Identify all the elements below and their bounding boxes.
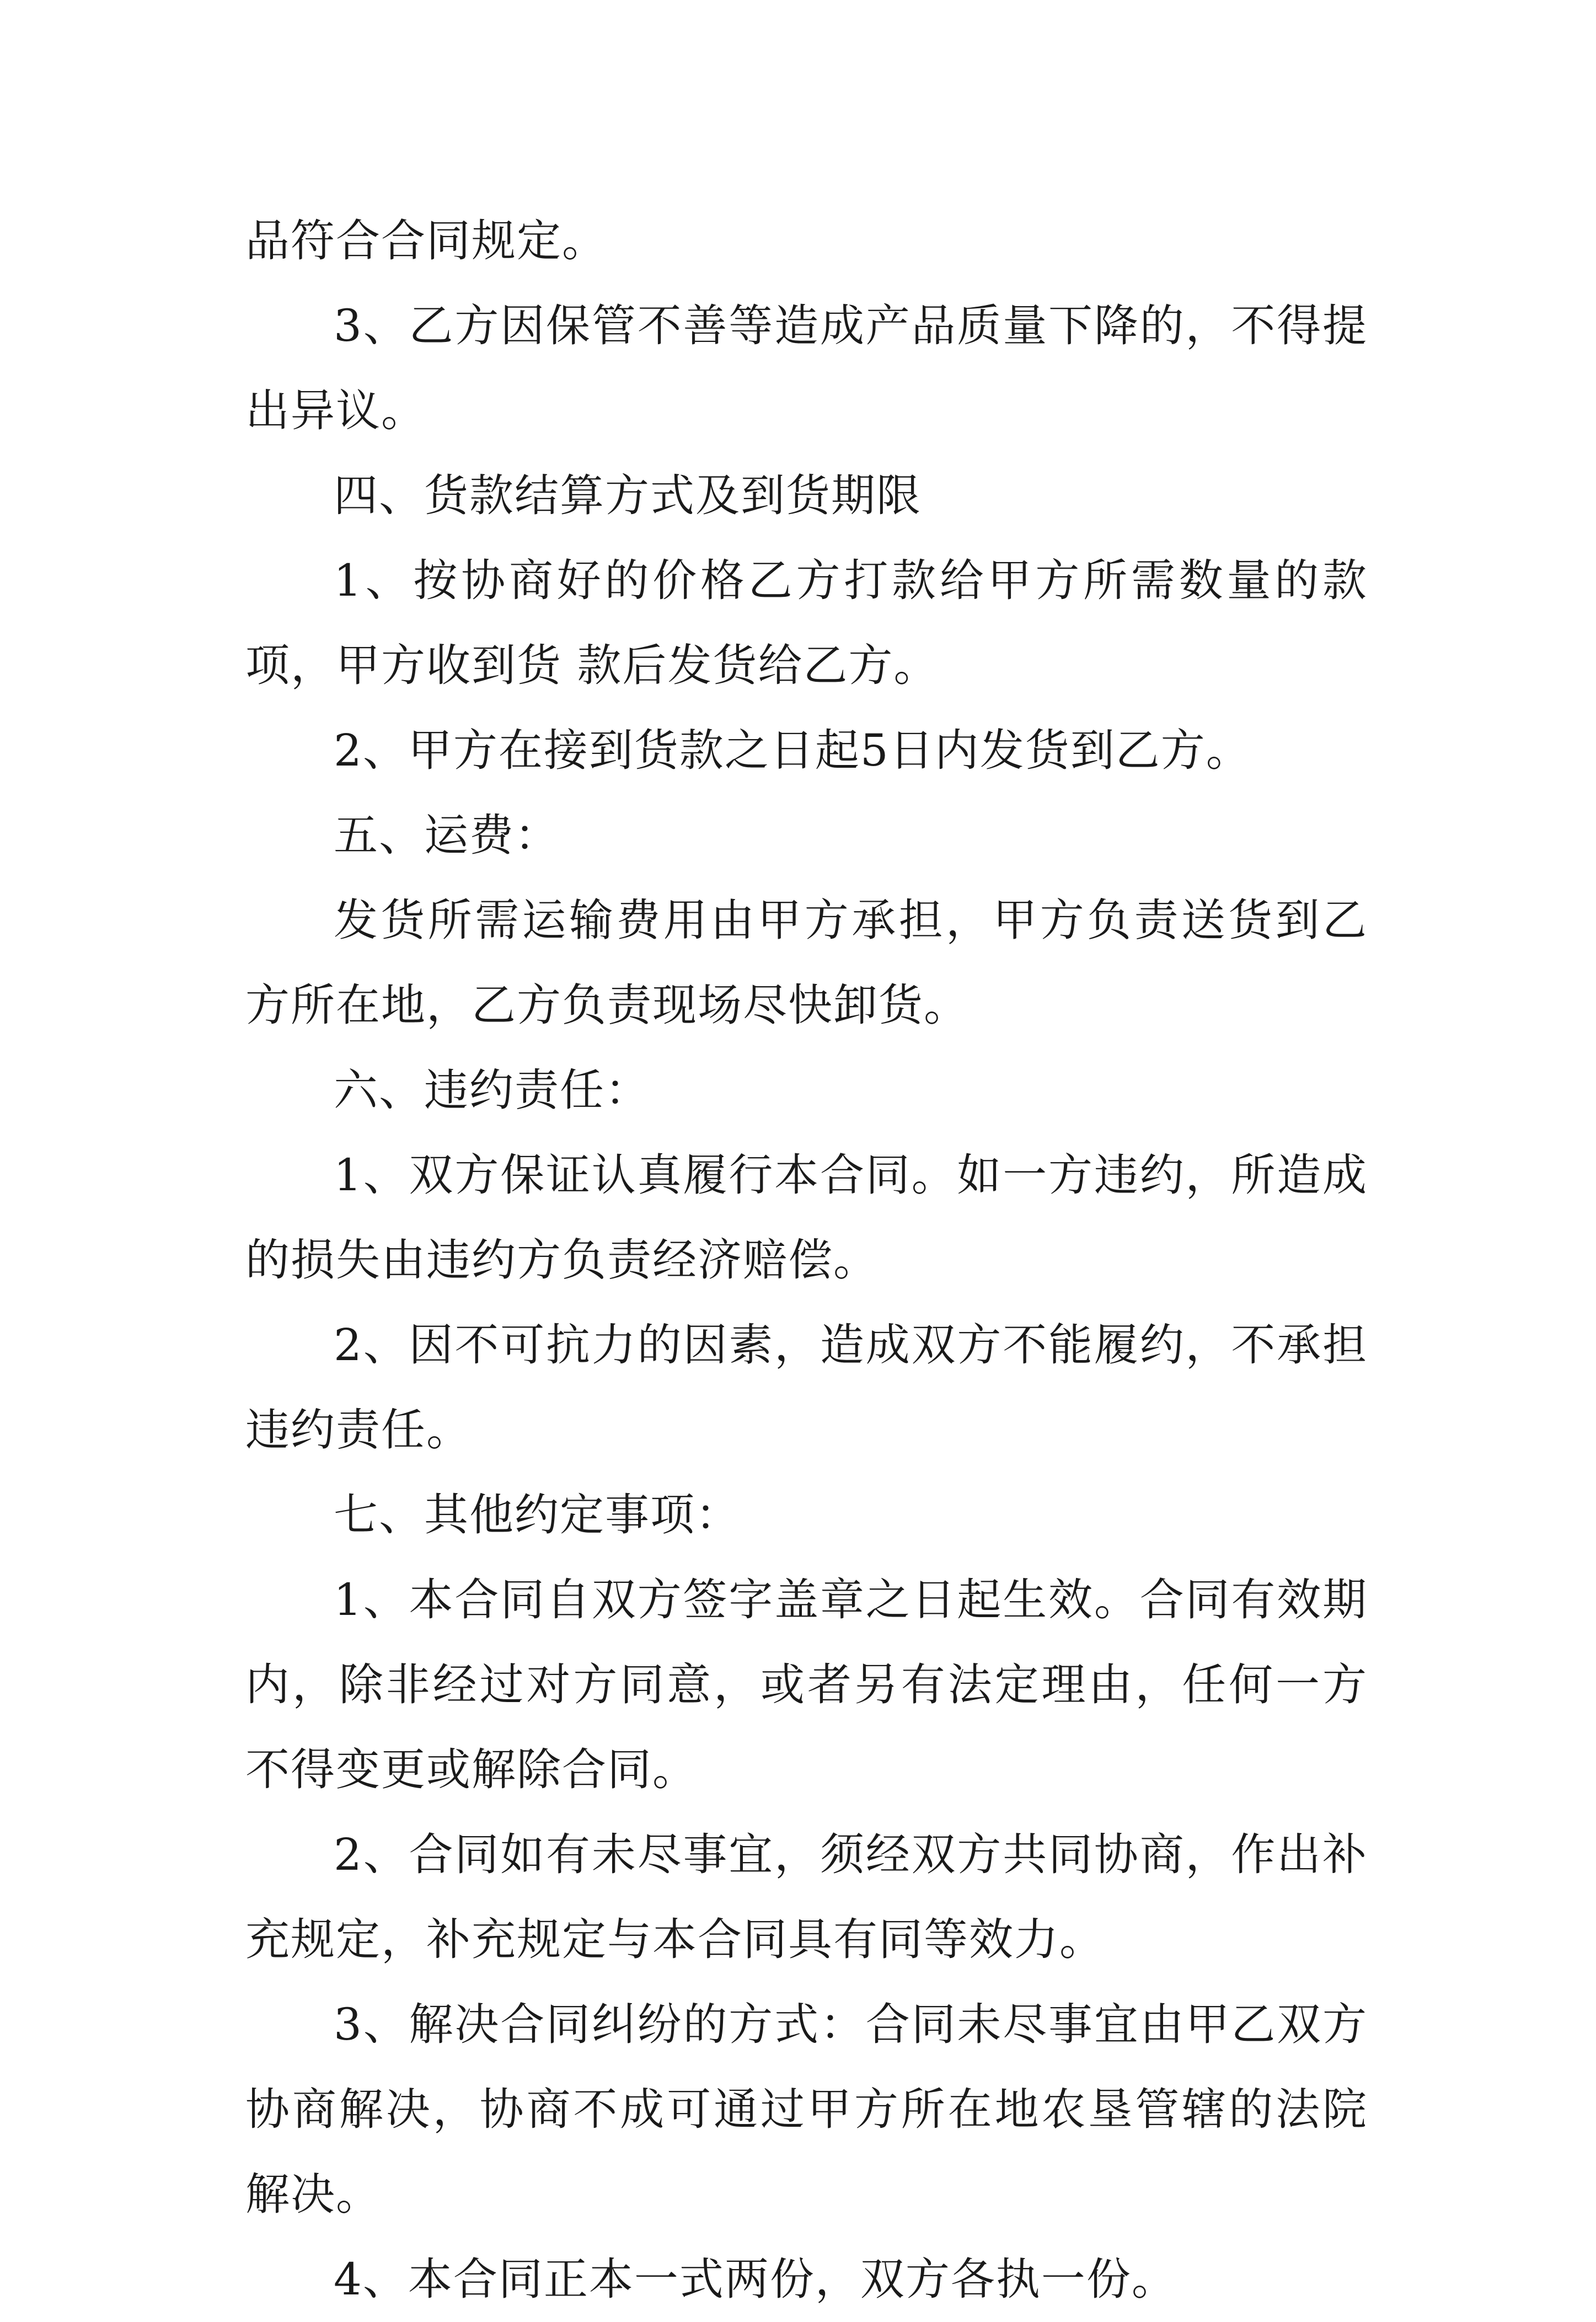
paragraph-4: 1、按协商好的价格乙方打款给甲方所需数量的款项，甲方收到货 款后发货给乙方。: [245, 555, 1368, 691]
document-body: [245, 199, 1368, 2322]
paragraph-15: 4、本合同正本一式两份，双方各执一份。: [334, 2254, 1177, 2305]
paragraph-2: 3、乙方因保管不善等造成产品质量下降的，不得提出异议。: [245, 300, 1368, 436]
paragraph-14: 3、解决合同纠纷的方式：合同未尽事宜由甲乙双方协商解决，协商不成可通过甲方所在地农垦管辖的法院解决。: [245, 1999, 1368, 2220]
section-heading-7: 七、其他约定事项：: [334, 1489, 741, 1540]
paragraph-10: 2、因不可抗力的因素，造成双方不能履约，不承担违约责任。: [245, 1319, 1368, 1456]
paragraph-13: 2、合同如有未尽事宜，须经双方共同协商，作出补充规定，补充规定与本合同具有同等效力。: [245, 1829, 1368, 1965]
section-heading-6: 六、违约责任：: [334, 1064, 650, 1116]
paragraph-9: 1、双方保证认真履行本合同。如一方违约，所造成的损失由违约方负责经济赔偿。: [245, 1149, 1368, 1286]
section-heading-4: 四、货款结算方式及到货期限: [334, 470, 922, 521]
paragraph-12: 1、本合同自双方签字盖章之日起生效。合同有效期内，除非经过对方同意，或者另有法定理由，任何一方不得变更或解除合同。: [245, 1574, 1368, 1795]
paragraph-5: 2、甲方在接到货款之日起5日内发货到乙方。: [334, 725, 1251, 776]
paragraph-7: 发货所需运输费用由甲方承担，甲方负责送货到乙方所在地，乙方负责现场尽快卸货。: [245, 895, 1368, 1031]
paragraph-1: 品符合合同规定。: [245, 215, 607, 266]
section-heading-5: 五、运费：: [334, 810, 560, 861]
